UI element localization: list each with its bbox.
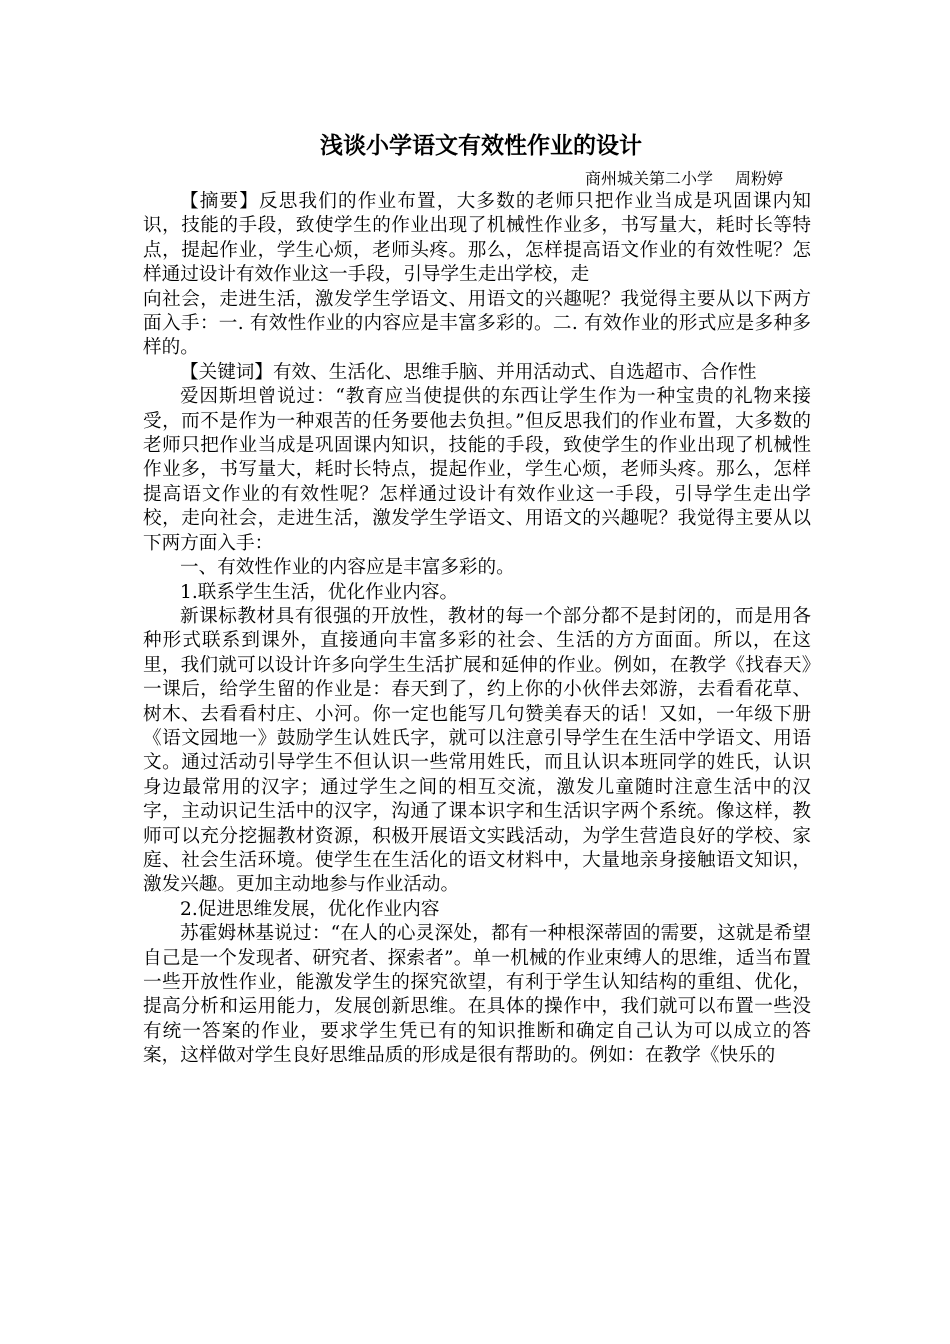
author-line [143,168,811,190]
subsection-heading-1: 1.联系学生生活，优化作业内容。 [180,581,459,603]
subsection-1-body: 新课标教材具有很强的开放性，教材的每一个部分都不是封闭的，而是用各种形式联系到课外，直接通向丰富多彩的社会、生活的方方面面。所以，在这里，我们就可以设计许多向学生生活扩展和延伸的作业。例如，在教学《找春天》一课后，给学生留的作业是：春天到了，约上你的小伙伴去郊游，去看看花草、树木、去看看村庄、小河。你一定也能写几句赞美春天的话！又如，一年级下册《语文园地一》鼓励学生认姓氏字，就可以注意引导学生在生活中学语文、用语文。通过活动引导学生不但认识一些常用姓氏，而且认识本班同学的姓氏，认识身边最常用的汉字；通过学生之间的相互交流，激发儿童随时注意生活中的汉字，主动识记生活中的汉字，沟通了课本识字和生活识字两个系统。像这样，教师可以充分挖掘教材资源，积极开展语文实践活动，为学生营造良好的学校、家庭、社会生活环境。使学生在生活化的语文材料中，大量地亲身接触语文知识，激发兴趣。更加主动地参与作业活动。 [143,605,811,896]
abstract-paragraph: 【摘要】反思我们的作业布置，大多数的老师只把作业当成是巩固课内知识，技能的手段，致使学生的作业出现了机械性作业多，书写量大，耗时长等特点，提起作业，学生心烦，老师头疼。那么，怎样提高语文作业的有效性呢？怎样通过设计有效作业这一手段，引导学生走出学校，走 [143,191,811,286]
document-page [143,128,811,1069]
keywords-line: 【关键词】有效、生活化、思维手脑、并用活动式、自选超市、合作性 [180,361,757,383]
document-title: 浅谈小学语文有效性作业的设计 [320,133,642,159]
author-name: 周粉婷 [734,169,783,188]
intro-paragraph: 爱因斯坦曾说过：“教育应当使提供的东西让学生作为一种宝贵的礼物来接受，而不是作为一种艰苦的任务要他去负担。”但反思我们的作业布置，大多数的老师只把作业当成是巩固课内知识，技能的手段，致使学生的作业出现了机械性作业多，书写量大，耗时长特点，提起作业，学生心烦，老师头疼。那么，怎样提高语文作业的有效性呢？怎样通过设计有效作业这一手段，引导学生走出学校，走向社会，走进生活，激发学生学语文、用语文的兴趣呢？我觉得主要从以下两方面入手： [143,386,811,554]
subsection-2-body: 苏霍姆林基说过：“在人的心灵深处，都有一种根深蒂固的需要，这就是希望自己是一个发现者、研究者、探索者”。单一机械的作业束缚人的思维，适当布置一些开放性作业，能激发学生的探究欲望，有利于学生认知结构的重组、优化，提高分析和运用能力，发展创新思维。在具体的操作中，我们就可以布置一些没有统一答案的作业，要求学生凭已有的知识推断和确定自己认为可以成立的答案，这样做对学生良好思维品质的形成是很有帮助的。例如：在教学《快乐的 [143,923,811,1067]
abstract-continuation: 向社会，走进生活，激发学生学语文、用语文的兴趣呢？我觉得主要从以下两方面入手：一. 有效性作业的内容应是丰富多彩的。二. 有效作业的形式应是多种多样的。 [143,288,811,359]
subsection-heading-2: 2.促进思维发展，优化作业内容 [180,898,440,920]
section-heading-1: 一、有效性作业的内容应是丰富多彩的。 [180,557,515,579]
author-school: 商州城关第二小学 [584,169,713,188]
